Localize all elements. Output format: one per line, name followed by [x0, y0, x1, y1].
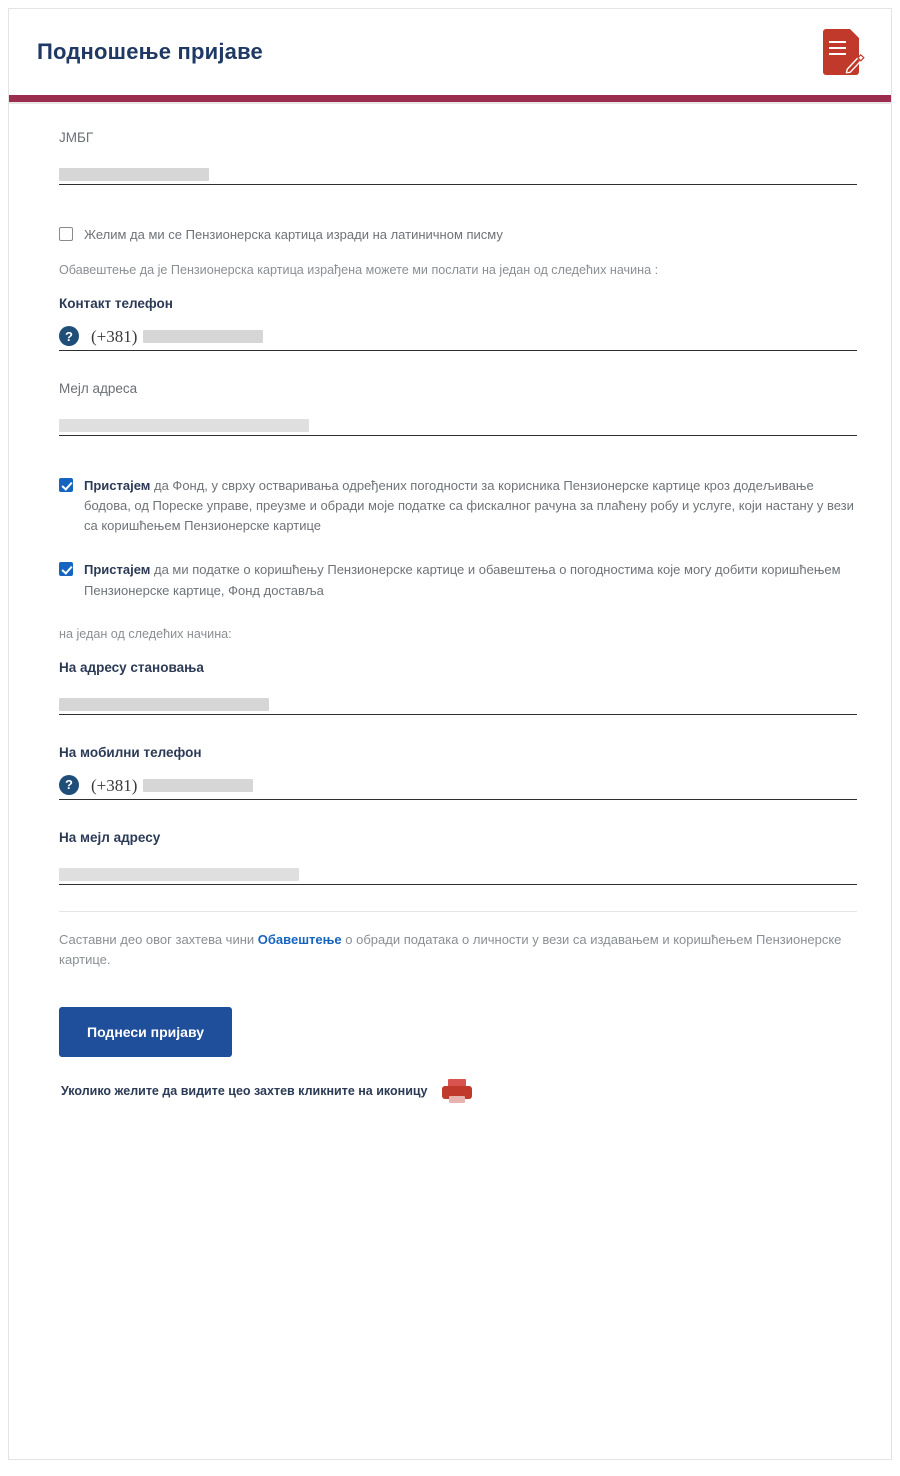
page-header	[9, 9, 891, 95]
page-title: Подношење пријаве	[37, 39, 263, 64]
address-input[interactable]	[59, 683, 857, 715]
consent-1-checkbox[interactable]	[59, 478, 73, 492]
delivery-note: на један од следећих начина:	[59, 626, 232, 641]
email-delivery-label: На мејл адресу	[59, 829, 161, 845]
latin-script-label: Желим да ми се Пензионерска картица изради на латиничном писму	[84, 227, 503, 242]
submit-button[interactable]: Поднеси пријаву	[59, 1007, 232, 1057]
consent-2-text	[84, 560, 857, 600]
form-card	[8, 8, 892, 1460]
jmbg-value-redacted	[59, 168, 209, 181]
email-input[interactable]	[59, 404, 857, 436]
notice-link[interactable]: Обавештење	[257, 931, 342, 947]
mobile-phone-value-redacted	[143, 779, 253, 792]
email-value-redacted	[59, 419, 309, 432]
accent-bar	[9, 95, 891, 102]
jmbg-label: ЈМБГ	[59, 130, 94, 145]
consent-2-checkbox[interactable]	[59, 562, 73, 576]
email-delivery-input[interactable]	[59, 853, 857, 885]
printer-icon[interactable]	[442, 1079, 472, 1103]
notice-line: Обавештење да је Пензионерска картица израђена можете ми послати на један од следећих начина :	[59, 263, 659, 278]
document-edit-icon	[821, 29, 865, 75]
contact-phone-input[interactable]	[59, 319, 857, 351]
email-delivery-value-redacted	[59, 868, 299, 881]
address-value-redacted	[59, 698, 269, 711]
consent-2-row[interactable]	[59, 560, 857, 600]
consent-1-text	[84, 476, 857, 536]
consent-1-strong: Пристајем	[84, 478, 151, 494]
mobile-phone-prefix: (+381)	[91, 775, 138, 795]
help-icon-mobile[interactable]: ?	[59, 775, 79, 795]
help-icon[interactable]: ?	[59, 326, 79, 346]
consent-1-row[interactable]	[59, 476, 857, 536]
mobile-phone-label: На мобилни телефон	[59, 744, 202, 760]
email-label: Мејл адреса	[59, 381, 138, 397]
section-divider	[59, 911, 857, 912]
latin-script-checkbox[interactable]	[59, 227, 73, 241]
contact-phone-value-redacted	[143, 330, 263, 343]
contact-phone-label: Контакт телефон	[59, 296, 173, 312]
jmbg-input[interactable]	[59, 153, 857, 185]
consent-1-body: да Фонд, у сврху остваривања одређених погодности за корисника Пензионерске картице кроз додељивање бодова, од Пореске управе, преузме и обради моје податке са фискалног рачуна за плаћену робу и услуге, који настану у вези са коришћењем Пензионерске картице	[84, 478, 854, 534]
consent-2-strong: Пристајем	[84, 562, 151, 578]
mobile-phone-input[interactable]	[59, 768, 857, 800]
legal-notice	[59, 930, 857, 972]
legal-before: Саставни део овог захтева чини	[59, 931, 258, 947]
legal-after: о обради података о личности у вези са издавањем и коришћењем Пензионерске картице.	[59, 931, 842, 968]
latin-script-checkbox-row[interactable]	[59, 225, 857, 245]
form-content	[9, 104, 891, 1123]
print-hint-text: Уколико желите да видите цео захтев кликните на иконицу	[61, 1084, 428, 1099]
print-hint-row	[59, 1079, 857, 1103]
consent-2-body: да ми податке о коришћењу Пензионерске картице и обавештења о погодностима које могу добити коришћењем Пензионерске картице, Фонд доставља	[84, 562, 841, 598]
address-label: На адресу становања	[59, 659, 204, 675]
contact-phone-prefix: (+381)	[91, 327, 138, 347]
pen-icon	[845, 53, 866, 74]
